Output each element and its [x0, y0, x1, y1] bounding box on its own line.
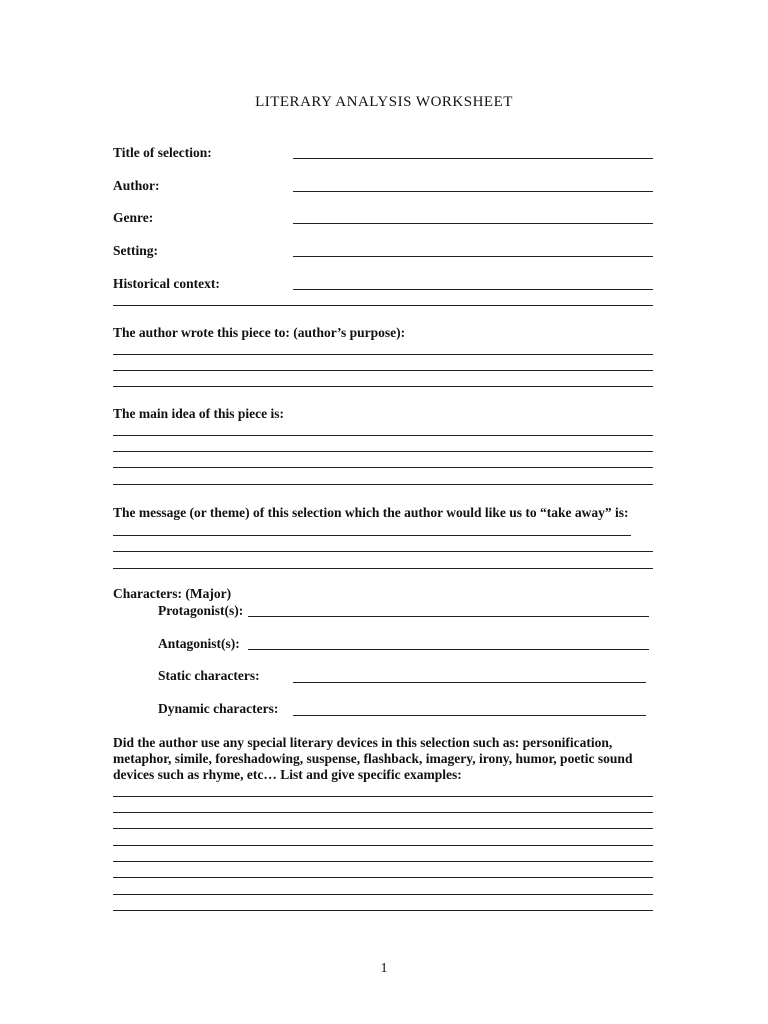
main-idea-line-4[interactable] [113, 484, 653, 485]
purpose-line-1[interactable] [113, 354, 653, 355]
setting-line[interactable] [293, 256, 653, 257]
main-idea-question: The main idea of this piece is: [113, 406, 284, 421]
purpose-question: The author wrote this piece to: (author’s purpose): [113, 325, 406, 340]
genre-label: Genre: [113, 210, 154, 225]
purpose-line-3[interactable] [113, 386, 653, 387]
static-characters-line[interactable] [293, 682, 646, 683]
setting-label: Setting: [113, 243, 158, 258]
title-of-selection-line[interactable] [293, 158, 653, 159]
main-idea-line-1[interactable] [113, 435, 653, 436]
author-label: Author: [113, 178, 160, 193]
devices-line-2[interactable] [113, 812, 653, 813]
static-characters-label: Static characters: [158, 668, 260, 683]
title-of-selection-label: Title of selection: [113, 145, 212, 160]
author-line[interactable] [293, 191, 653, 192]
devices-line-8[interactable] [113, 910, 653, 911]
main-idea-line-3[interactable] [113, 467, 653, 468]
devices-line-3[interactable] [113, 828, 653, 829]
characters-heading: Characters: (Major) [113, 586, 232, 601]
antagonist-label: Antagonist(s): [158, 636, 240, 651]
historical-context-line[interactable] [293, 289, 653, 290]
dynamic-characters-line[interactable] [293, 715, 646, 716]
theme-line-2[interactable] [113, 551, 653, 552]
devices-line-1[interactable] [113, 796, 653, 797]
page-number: 1 [380, 961, 388, 976]
dynamic-characters-label: Dynamic characters: [158, 701, 279, 716]
historical-context-label: Historical context: [113, 276, 220, 291]
main-idea-line-2[interactable] [113, 451, 653, 452]
protagonist-label: Protagonist(s): [158, 603, 244, 618]
historical-context-line-2[interactable] [113, 305, 653, 306]
literary-devices-question: Did the author use any special literary devices in this selection such as: personification, metaphor, simile, foreshadowing, suspense, flashback, imagery, irony, humor, poetic sound devices such as rhyme, etc… List and give specific examples: [113, 735, 633, 782]
genre-line[interactable] [293, 223, 653, 224]
devices-line-4[interactable] [113, 845, 653, 846]
antagonist-line[interactable] [248, 649, 649, 650]
theme-line-1[interactable] [113, 535, 631, 536]
protagonist-line[interactable] [248, 616, 649, 617]
devices-line-5[interactable] [113, 861, 653, 862]
theme-question: The message (or theme) of this selection which the author would like us to “take away” is: [113, 505, 629, 520]
worksheet-title: LITERARY ANALYSIS WORKSHEET [255, 94, 513, 110]
theme-line-3[interactable] [113, 568, 653, 569]
purpose-line-2[interactable] [113, 370, 653, 371]
devices-line-7[interactable] [113, 894, 653, 895]
devices-line-6[interactable] [113, 877, 653, 878]
